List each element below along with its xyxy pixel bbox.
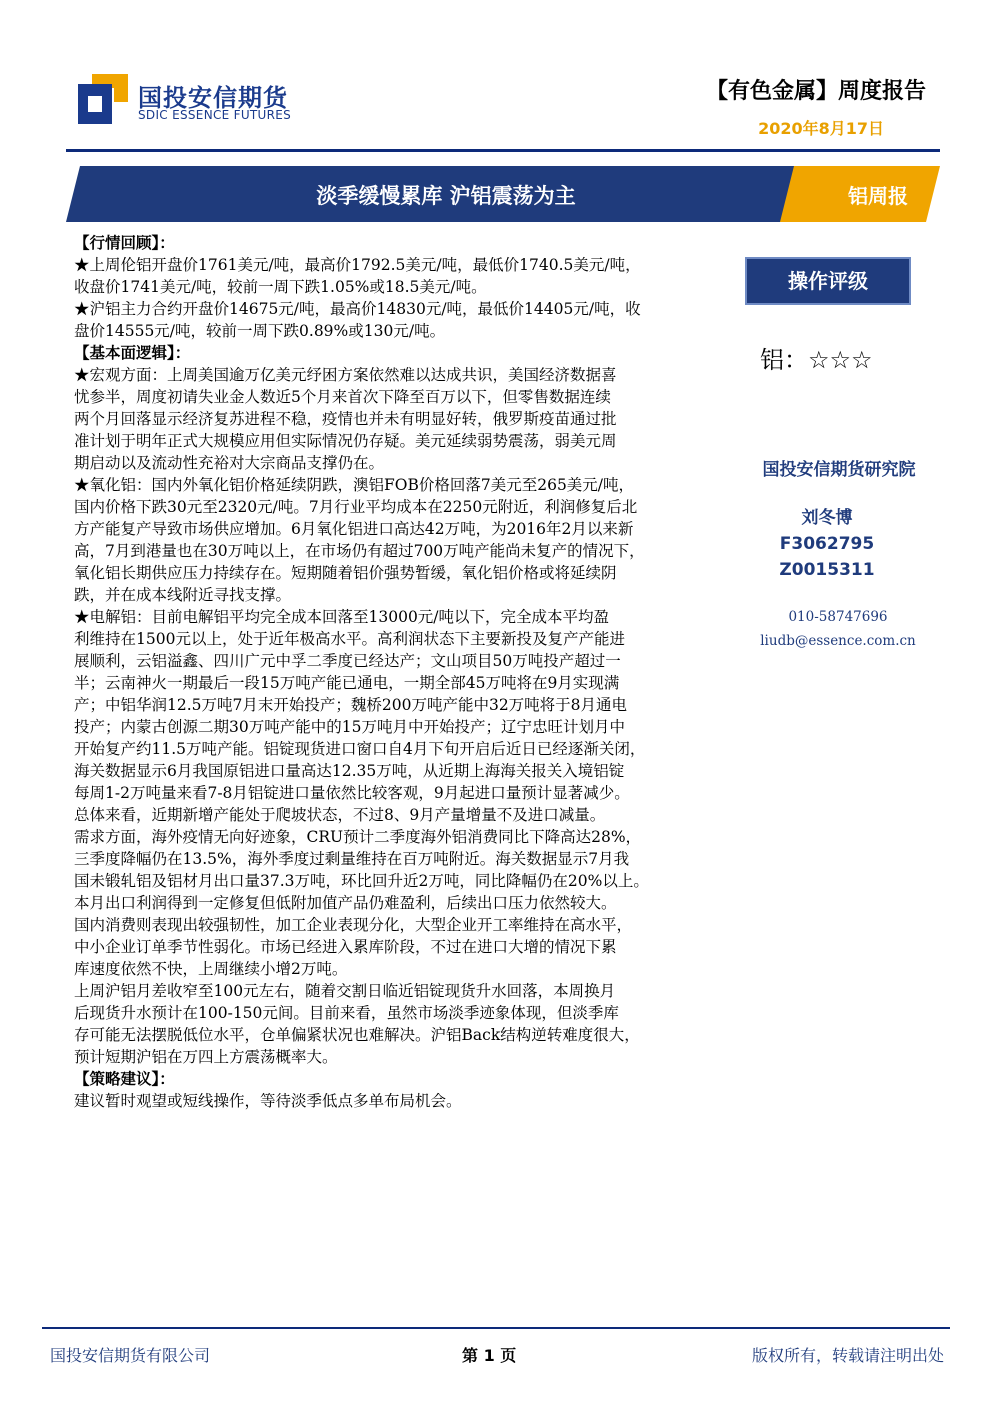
body-line: ★氧化铝：国内外氧化铝价格延续阴跌，澳铝FOB价格回落7美元至265美元/吨， xyxy=(74,476,635,494)
body-line: 国内价格下跌30元至2320元/吨。7月行业平均成本在2250元附近，利润修复后北 xyxy=(74,498,638,516)
body-line: 每周1-2万吨量来看7-8月铝锭进口量依然比较客观，9月起进口量预计显著减少。 xyxy=(74,784,630,802)
body-line: 投产；内蒙古创源二期30万吨产能中的15万吨月中开始投产；辽宁忠旺计划月中 xyxy=(74,718,625,736)
body-line: 后现货升水预计在100-150元间。目前来看，虽然市场淡季迹象体现，但淡季库 xyxy=(74,1004,619,1022)
body-line: 产；中铝华润12.5万吨7月末开始投产；魏桥200万吨产能中32万吨将于8月通电 xyxy=(74,696,628,714)
body-line: 总体来看，近期新增产能处于爬坡状态，不过8、9月产量增量不及进口减量。 xyxy=(74,806,606,824)
body-line: 跌，并在成本线附近寻找支撑。 xyxy=(74,586,292,604)
logo-text-en: SDIC ESSENCE FUTURES xyxy=(138,108,292,122)
footer-company: 国投安信期货有限公司 xyxy=(50,1346,211,1365)
body-line: 高，7月到港量也在30万吨以上，在市场仍有超过700万吨产能尚未复产的情况下， xyxy=(74,542,645,560)
body-line: 本月出口利润得到一定修复但低附加值产品仍难盈利，后续出口压力依然较大。 xyxy=(74,894,617,912)
footer-divider xyxy=(42,1327,950,1329)
page-number: 第 1 页 xyxy=(462,1346,517,1365)
body-line: 中小企业订单季节性弱化。市场已经进入累库阶段，不过在进口大增的情况下累 xyxy=(74,938,617,956)
body-line: 盘价14555元/吨，较前一周下跌0.89%或130元/吨。 xyxy=(74,322,446,340)
body-line: 两个月回落显示经济复苏进程不稳，疫情也并未有明显好转，俄罗斯疫苗通过批 xyxy=(74,410,617,428)
report-body xyxy=(74,232,734,1112)
body-line: 开始复产约11.5万吨产能。铝锭现货进口窗口自4月下旬开启后近日已经逐渐关闭， xyxy=(74,740,646,758)
body-line: ★电解铝：目前电解铝平均完全成本回落至13000元/吨以下，完全成本平均盈 xyxy=(74,608,610,626)
body-line: 海关数据显示6月我国原铝进口量高达12.35万吨，从近期上海海关报关入境铝锭 xyxy=(74,762,625,780)
body-line: 半；云南神火一期最后一段15万吨产能已通电，一期全部45万吨将在9月实现满 xyxy=(74,674,620,692)
body-line: 国内消费则表现出较强韧性，加工企业表现分化，大型企业开工率维持在高水平， xyxy=(74,916,633,934)
contact-info xyxy=(740,605,936,653)
analyst-name: 刘冬博 xyxy=(801,508,853,528)
banner-title: 淡季缓慢累库 沪铝震荡为主 xyxy=(316,184,576,208)
rating-box xyxy=(745,257,911,305)
body-line: ★上周伦铝开盘价1761美元/吨，最高价1792.5美元/吨，最低价1740.5美元/吨， xyxy=(74,256,641,274)
body-line: 准计划于明年正式大规模应用但实际情况仍存疑。美元延续弱势震荡，弱美元周 xyxy=(74,432,617,450)
logo-text-cn: 国投安信期货 xyxy=(138,84,288,112)
title-banner xyxy=(66,166,940,222)
analyst-license-1: F3062795 xyxy=(779,534,875,554)
contact-email[interactable]: liudb@essence.com.cn xyxy=(760,633,916,649)
section-heading: 【行情回顾】： xyxy=(74,234,175,252)
footer-copyright: 版权所有，转载请注明出处 xyxy=(751,1346,944,1365)
body-line: 三季度降幅仍在13.5%，海外季度过剩量维持在百万吨附近。海关数据显示7月我 xyxy=(74,850,630,868)
body-line: 存可能无法摆脱低位水平，仓单偏紧状况也难解决。沪铝Back结构逆转难度很大， xyxy=(74,1026,640,1044)
body-line: 利维持在1500元以上，处于近年极高水平。高利润状态下主要新投及复产产能进 xyxy=(74,630,625,648)
logo-mark-icon xyxy=(78,74,128,124)
section-heading: 【策略建议】： xyxy=(74,1070,175,1088)
analyst-info xyxy=(744,505,910,583)
body-line: 方产能复产导致市场供应增加。6月氧化铝进口高达42万吨，为2016年2月以来新 xyxy=(74,520,634,538)
body-line: 展顺利，云铝溢鑫、四川广元中孚二季度已经达产；文山项目50万吨投产超过一 xyxy=(74,652,621,670)
section-heading: 【基本面逻辑】： xyxy=(74,344,191,362)
body-line: 预计短期沪铝在万四上方震荡概率大。 xyxy=(74,1048,338,1066)
report-date: 2020年8月17日 xyxy=(758,119,884,138)
body-line: 需求方面，海外疫情无向好迹象，CRU预计二季度海外铝消费同比下降高达28%， xyxy=(74,828,642,846)
body-line: ★宏观方面：上周美国逾万亿美元纾困方案依然难以达成共识，美国经济数据喜 xyxy=(74,366,617,384)
body-line: 国未锻轧铝及铝材月出口量37.3万吨，环比回升近2万吨，同比降幅仍在20%以上。 xyxy=(74,872,649,890)
body-line: ★沪铝主力合约开盘价14675元/吨，最高价14830元/吨，最低价14405元/吨，收 xyxy=(74,300,641,318)
contact-phone: 010-58747696 xyxy=(788,609,888,625)
body-line: 氧化铝长期供应压力持续存在。短期随着铝价强势暂缓，氧化铝价格或将延续阴 xyxy=(74,564,617,582)
body-line: 期启动以及流动性充裕对大宗商品支撑仍在。 xyxy=(74,454,385,472)
body-line: 忧参半，周度初请失业金人数近5个月来首次下降至百万以下，但零售数据连续 xyxy=(74,388,611,406)
company-logo xyxy=(78,74,292,130)
body-line: 收盘价1741美元/吨，较前一周下跌1.05%或18.5美元/吨。 xyxy=(74,278,487,296)
body-line: 上周沪铝月差收窄至100元左右，随着交割日临近铝锭现货升水回落，本周换月 xyxy=(74,982,616,1000)
rating-label: 操作评级 xyxy=(788,269,868,293)
header-divider xyxy=(66,149,940,152)
body-line: 建议暂时观望或短线操作，等待淡季低点多单布局机会。 xyxy=(74,1092,462,1110)
rating-stars: 铝：☆☆☆ xyxy=(760,346,873,374)
analyst-license-2: Z0015311 xyxy=(779,560,875,580)
institute-name: 国投安信期货研究院 xyxy=(762,460,916,480)
banner-tag: 铝周报 xyxy=(848,184,908,208)
report-title: 【有色金属】周度报告 xyxy=(705,79,926,104)
body-line: 库速度依然不快，上周继续小增2万吨。 xyxy=(74,960,348,978)
